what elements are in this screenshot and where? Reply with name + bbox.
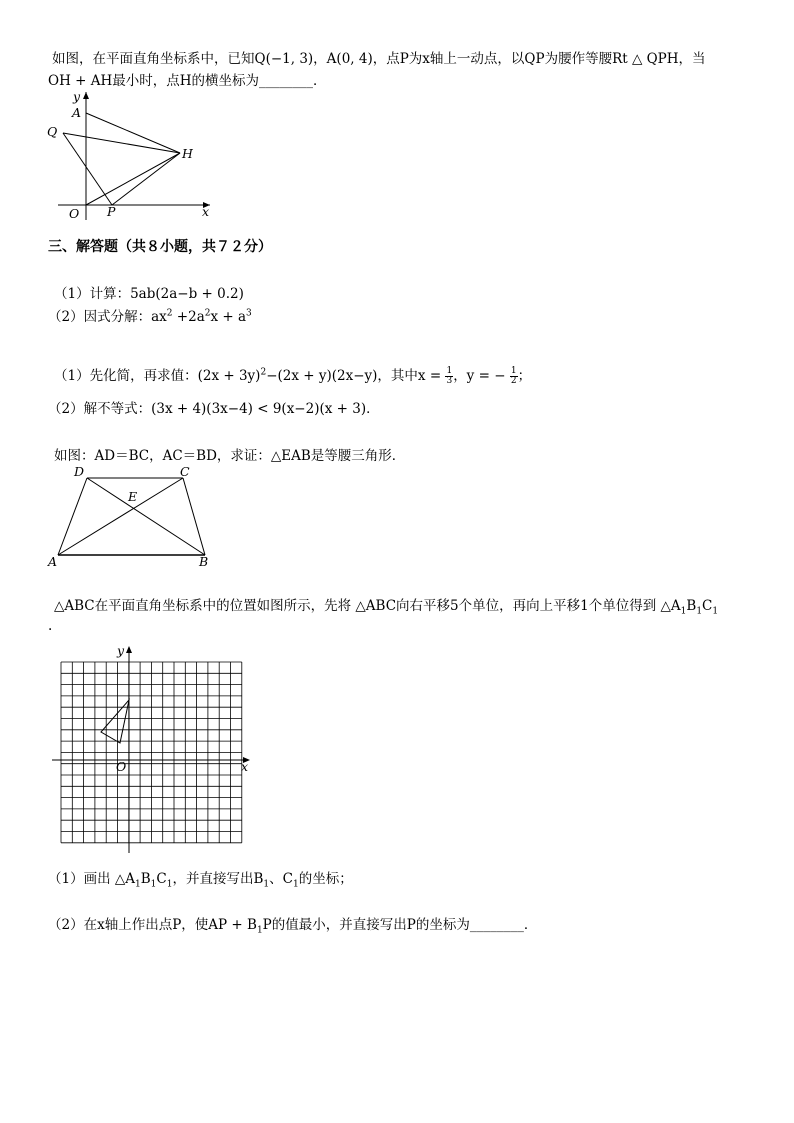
- q1-label-o: O: [69, 206, 80, 221]
- q5-text-line2: .: [48, 618, 53, 634]
- q1-text-line2: OH + AH最小时，点H的横坐标为________．: [48, 73, 327, 89]
- q5-triangle-abc: [101, 700, 129, 743]
- q5-label-o: O: [116, 759, 127, 774]
- q1-label-h: H: [182, 146, 193, 161]
- q4-label-b: B: [199, 554, 209, 569]
- q4-label-a: A: [48, 554, 58, 569]
- q5-part2: （2）在x轴上作出点P，使AP + $B_1P$的值最小，并直接写出P的坐标为________．: [48, 917, 538, 936]
- q2-part2: （2）因式分解：$ax^2 +2a^2x + a^3$: [48, 308, 252, 325]
- q3-part2: （2）解不等式：(3x + 4)(3x−4) < 9(x−2)(x + 3)．: [48, 401, 380, 417]
- q1-label-a: A: [72, 105, 82, 120]
- q5-part1: （1）画出 $\triangle A_1B_1C_1$，并直接写出$B_1$、$C_1$的坐标；: [48, 871, 353, 890]
- q3-part1: （1）先化简，再求值：$(2x + 3y)^2-(2x + y)(2x-y)$，其中x = $\frac{1}{3}$ ，y = − $\frac{1}{2}$ ；: [54, 366, 532, 386]
- q5-label-y: y: [117, 643, 125, 658]
- q4-text: 如图：AD＝BC，AC＝BD，求证：△EAB是等腰三角形．: [54, 448, 406, 464]
- q1-label-x: x: [202, 204, 210, 219]
- q4-label-e: E: [128, 489, 138, 504]
- q5-label-x: x: [241, 759, 249, 774]
- q2-part1: （1）计算：5ab(2a−b + 0.2): [54, 286, 244, 302]
- q1-label-y: y: [73, 89, 81, 104]
- q1-label-q: Q: [47, 124, 58, 139]
- q4-label-d: D: [74, 464, 85, 479]
- q5-text-line1: △ABC在平面直角坐标系中的位置如图所示，先将 △ABC向右平移5个单位，再向上平移1个单位得到 $\triangle A_1B_1C_1$: [54, 598, 719, 617]
- q3-fraction-y: $\frac{1}{2}$: [510, 366, 517, 386]
- section-heading: 三、解答题（共８小题，共７２分）: [48, 239, 272, 255]
- q3-fraction-x: $\frac{1}{3}$: [446, 366, 453, 386]
- q4-label-c: C: [180, 464, 190, 479]
- q1-text-line1: 如图，在平面直角坐标系中，已知Q(−1, 3)，A(0, 4)，点P为x轴上一动点，以QP为腰作等腰Rt △ QPH，当: [52, 51, 706, 67]
- q1-label-p: P: [107, 204, 116, 219]
- q5-grid: [61, 662, 242, 843]
